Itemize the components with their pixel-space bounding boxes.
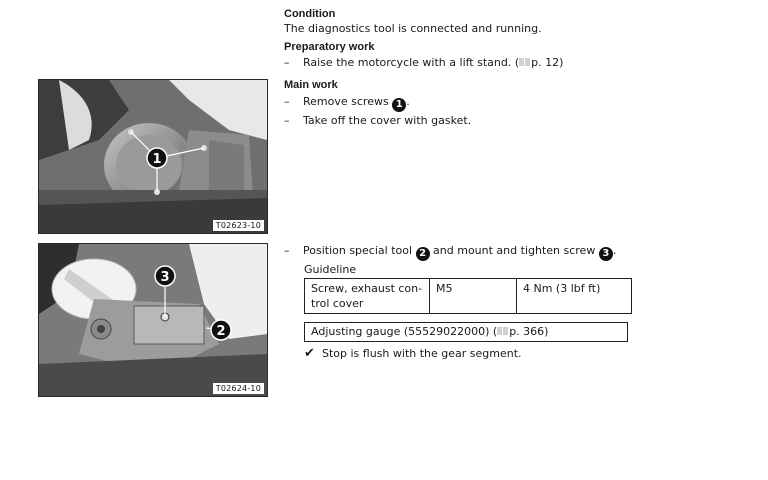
- callout-badge-3: 3: [599, 247, 613, 261]
- dash: –: [284, 95, 290, 108]
- dash: –: [284, 114, 290, 127]
- main-step-3: [284, 243, 616, 261]
- torque-spec-table: [304, 278, 632, 314]
- tool-text: Adjusting gauge (55529022000) (: [311, 325, 498, 338]
- special-tool-box: [304, 322, 628, 342]
- spec-item-line1: Screw, exhaust con-: [311, 282, 423, 295]
- step-text: Take off the cover with gasket.: [303, 114, 472, 127]
- dash: –: [284, 56, 290, 69]
- step-end: .: [612, 244, 617, 257]
- checkmark-icon: ✔: [304, 346, 315, 361]
- step-text-b: and mount and tighten screw: [433, 244, 596, 257]
- figure-photo-cover-screws: [38, 79, 268, 234]
- preparatory-step: [284, 55, 563, 70]
- result-check: [304, 346, 522, 361]
- book-icon[interactable]: [519, 58, 530, 66]
- result-text: Stop is flush with the gear segment.: [322, 347, 522, 360]
- step-text: Raise the motorcycle with a lift stand. (: [303, 56, 520, 69]
- spec-torque-cell: 4 Nm (3 lbf ft): [517, 279, 632, 314]
- dash: –: [284, 244, 290, 257]
- callout-1-label: 1: [152, 152, 162, 167]
- guideline-label: Guideline: [304, 263, 357, 276]
- figure-photo-special-tool: [38, 243, 268, 397]
- step-end: .: [406, 95, 410, 108]
- special-tool-photo: [39, 244, 267, 396]
- main-step-1: [284, 94, 410, 112]
- spec-item-line2: trol cover: [311, 297, 364, 310]
- figure-code: T02624-10: [213, 383, 264, 394]
- figure-code: T02623-10: [213, 220, 264, 231]
- table-row: [305, 279, 632, 314]
- callout-3-label: 3: [160, 270, 170, 285]
- main-work-heading: Main work: [284, 79, 338, 91]
- page-reference-link[interactable]: p. 366): [509, 325, 549, 338]
- step-text: Remove screws: [303, 95, 389, 108]
- book-icon[interactable]: [497, 327, 508, 335]
- callout-2-label: 2: [216, 324, 226, 339]
- page-reference-link[interactable]: p. 12): [531, 56, 564, 69]
- condition-heading: Condition: [284, 8, 336, 20]
- spec-item-cell: [305, 279, 430, 314]
- preparatory-heading: Preparatory work: [284, 41, 375, 53]
- spec-thread-cell: M5: [430, 279, 517, 314]
- engine-cover-photo: [39, 80, 267, 233]
- main-step-2: [284, 113, 471, 128]
- callout-badge-2: 2: [416, 247, 430, 261]
- condition-text: The diagnostics tool is connected and running.: [284, 22, 542, 35]
- step-text-a: Position special tool: [303, 244, 413, 257]
- callout-badge-1: 1: [392, 98, 406, 112]
